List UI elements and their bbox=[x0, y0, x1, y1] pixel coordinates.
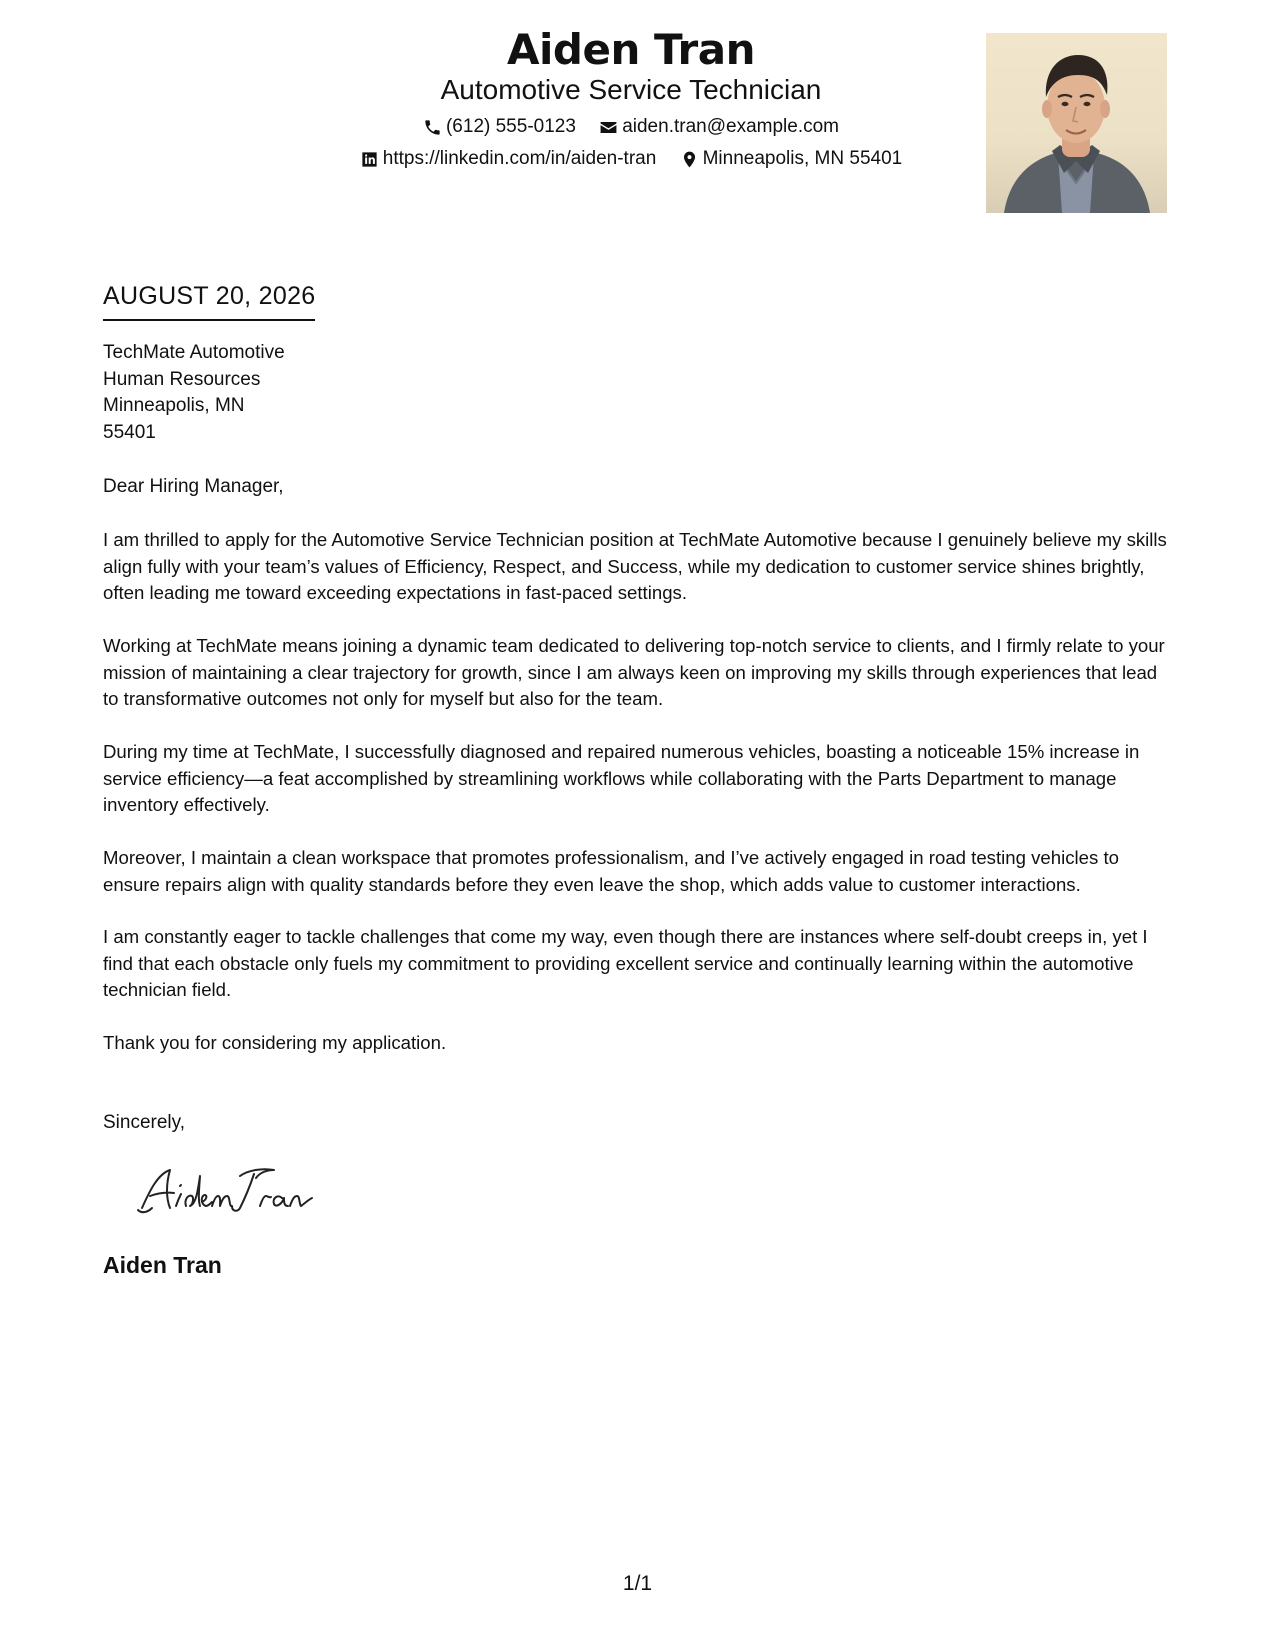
phone-icon bbox=[423, 118, 442, 137]
contact-phone[interactable] bbox=[423, 112, 576, 142]
applicant-name: Aiden Tran bbox=[507, 25, 755, 74]
recipient-zip: 55401 bbox=[103, 421, 156, 443]
recipient-block bbox=[103, 340, 285, 446]
location-text: Minneapolis, MN 55401 bbox=[702, 148, 903, 169]
body-paragraph: I am constantly eager to tackle challenges that come my way, even though there are instances where self-doubt creeps in, yet I find that each obstacle only fuels my commitment to providing excellent service and continually learning within the automotive technician field. bbox=[103, 926, 1148, 1000]
profile-photo bbox=[986, 33, 1167, 213]
linkedin-text: https://linkedin.com/in/aiden-tran bbox=[382, 148, 657, 169]
closing: Sincerely, bbox=[103, 1112, 186, 1133]
page-number: 1/1 bbox=[622, 1572, 653, 1595]
contact-location bbox=[680, 144, 903, 174]
body-paragraph: Working at TechMate means joining a dynamic team dedicated to delivering top-notch service to clients, and I firmly relate to your mission of maintaining a clear trajectory for growth, since I am always keen on improving my skills through experiences that lead to transformative outcomes not only for myself but also for the team. bbox=[103, 635, 1165, 709]
letter-date: AUGUST 20, 2026 bbox=[103, 280, 315, 321]
recipient-city: Minneapolis, MN bbox=[103, 395, 245, 416]
map-pin-icon bbox=[680, 150, 699, 169]
contact-email[interactable] bbox=[599, 112, 839, 142]
signature-image bbox=[136, 1160, 336, 1220]
phone-text: (612) 555-0123 bbox=[445, 116, 576, 137]
recipient-department: Human Resources bbox=[103, 368, 261, 390]
body-paragraph: I am thrilled to apply for the Automotive Service Technician position at TechMate Automotive because I genuinely believe my skills align fully with your team’s values of Efficiency, Respect, and Success, while my dedication to customer service shines brightly, often leading me toward exceeding expectations in fast-paced settings. bbox=[103, 529, 1167, 603]
recipient-company: TechMate Automotive bbox=[103, 342, 285, 363]
body-paragraph: Thank you for considering my application. bbox=[103, 1032, 447, 1053]
linkedin-icon bbox=[360, 150, 379, 169]
applicant-role: Automotive Service Technician bbox=[440, 74, 822, 105]
envelope-icon bbox=[599, 118, 618, 137]
salutation: Dear Hiring Manager, bbox=[103, 476, 284, 497]
body-paragraph: Moreover, I maintain a clean workspace that promotes professionalism, and I’ve actively engaged in road testing vehicles to ensure repairs align with quality standards before they even leave the shop, which adds value to customer interactions. bbox=[103, 847, 1119, 895]
contact-linkedin[interactable] bbox=[360, 144, 657, 174]
body-paragraph: During my time at TechMate, I successfully diagnosed and repaired numerous vehicles, boasting a noticeable 15% increase in service efficiency—a feat accomplished by streamlining workflows while collaborating with the Parts Department to manage inventory effectively. bbox=[103, 741, 1140, 815]
portrait-illustration bbox=[986, 33, 1167, 213]
signed-name: Aiden Tran bbox=[103, 1252, 222, 1278]
email-text: aiden.tran@example.com bbox=[622, 116, 839, 137]
